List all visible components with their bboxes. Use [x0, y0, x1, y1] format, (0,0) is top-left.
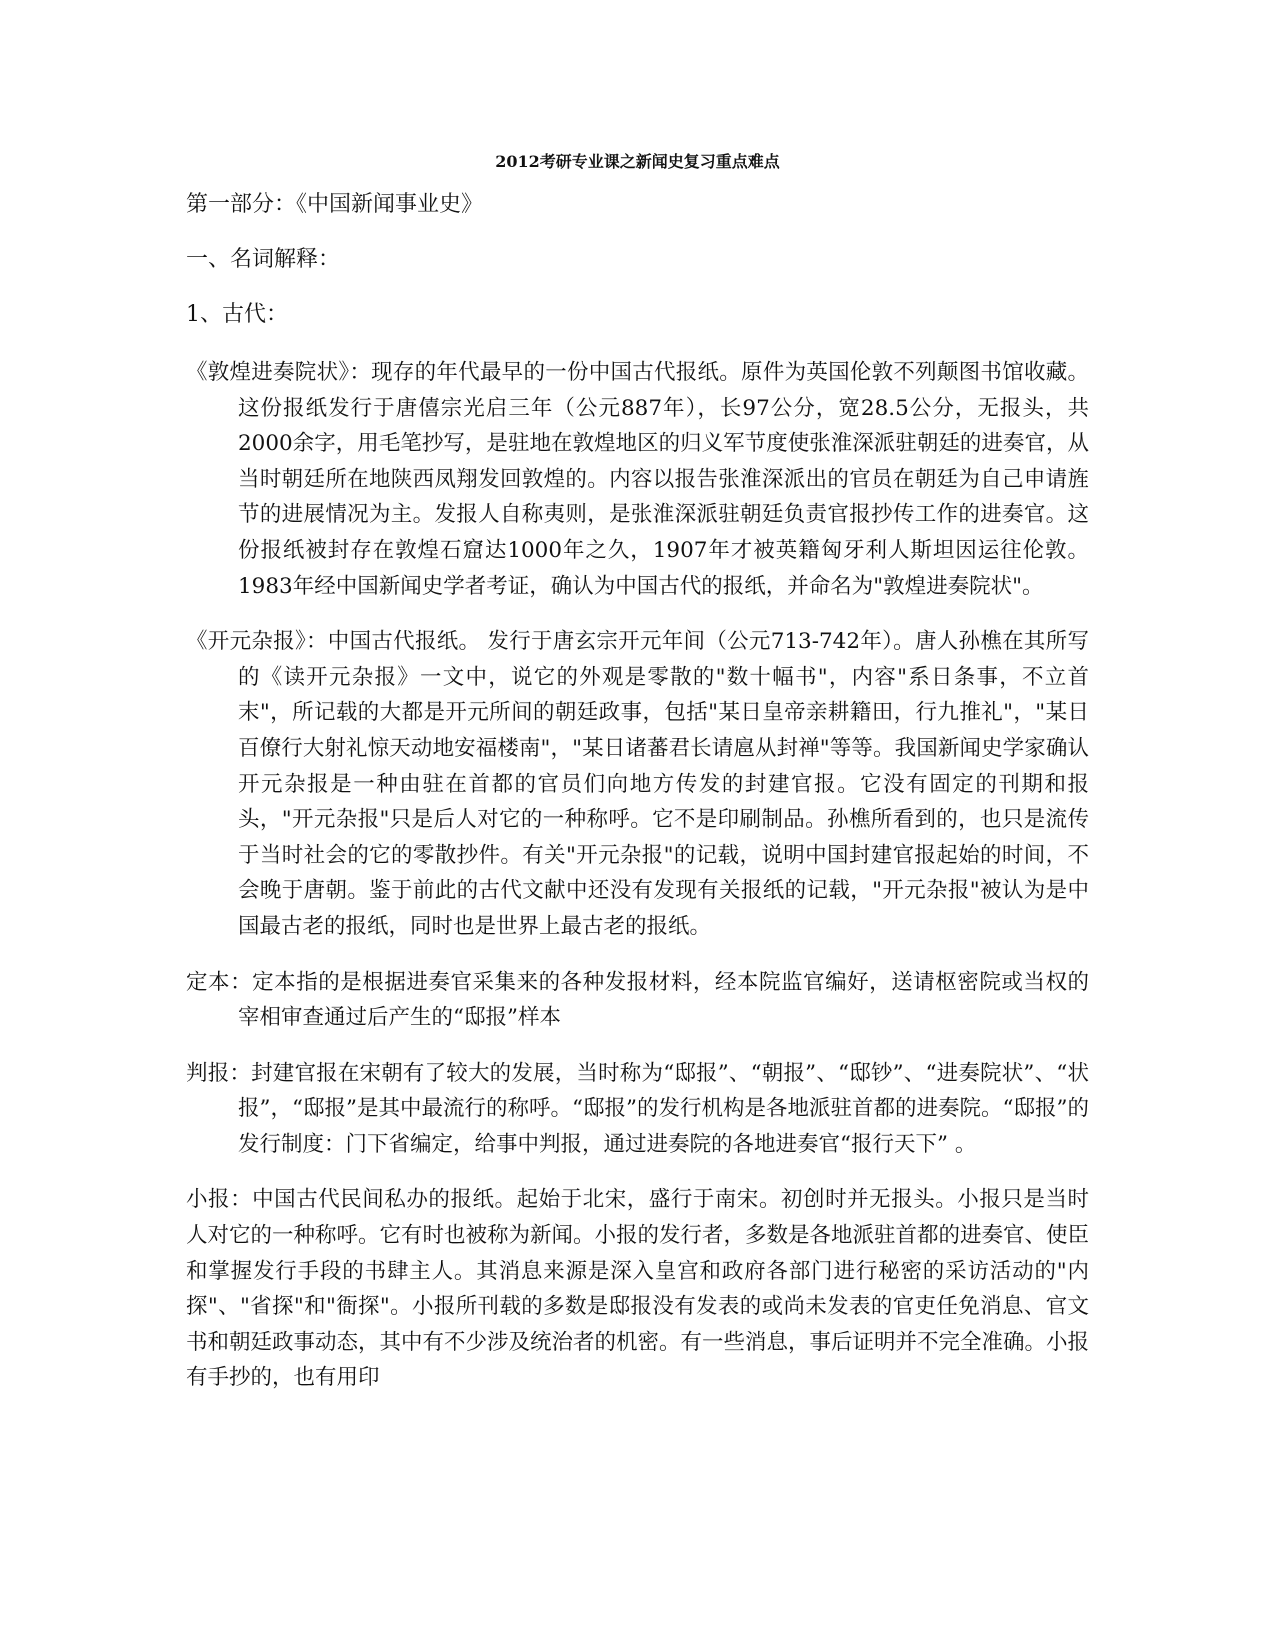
- entry-term: 定本：: [186, 969, 253, 995]
- entry-xiaobao: [186, 1182, 1089, 1396]
- document-title: 2012考研专业课之新闻史复习重点难点: [495, 152, 780, 171]
- entry-text: 封建官报在宋朝有了较大的发展，当时称为“邸报”、“朝报”、“邸钞”、“进奏院状”、“状报”，“邸报”是其中最流行的称呼。“邸报”的发行机构是各地派驻首都的进奏院。“邸报”的发行制度：门下省编定，给事中判报，通过进奏院的各地进奏官“报行天下” 。: [238, 1060, 1089, 1157]
- entry-dunhuang: [186, 355, 1089, 604]
- entry-dingben: [186, 965, 1089, 1036]
- entry-text: 中国古代报纸。 发行于唐玄宗开元年间（公元713-742年）。唐人孙樵在其所写的《读开元杂报》一文中，说它的外观是零散的"数十幅书"，内容"系日条事，不立首末"，所记载的大都是开元所间的朝廷政事，包括"某日皇帝亲耕籍田，行九推礼"，"某日百僚行大射礼惊天动地安福楼南"，"某日诸蕃君长请扈从封禅"等等。我国新闻史学家确认开元杂报是一种由驻在首都的官员们向地方传发的封建官报。它没有固定的刊期和报头，"开元杂报"只是后人对它的一种称呼。它不是印刷制品。孙樵所看到的，也只是流传于当时社会的它的零散抄件。有关"开元杂报"的记载，说明中国封建官报起始的时间，不会晚于唐朝。鉴于前此的古代文献中还没有发现有关报纸的记载，"开元杂报"被认为是中国最古老的报纸，同时也是世界上最古老的报纸。: [238, 629, 1089, 939]
- entry-term: 判报：: [186, 1060, 252, 1086]
- entry-text: 中国古代民间私办的报纸。起始于北宋，盛行于南宋。初创时并无报头。小报只是当时人对它的一种称呼。它有时也被称为新闻。小报的发行者，多数是各地派驻首都的进奏官、使臣和掌握发行手段的书肆主人。其消息来源是深入皇宫和政府各部门进行秘密的采访活动的"内探"、"省探"和"衙探"。小报所刊载的多数是邸报没有发表的或尚未发表的官吏任免消息、官文书和朝廷政事动态，其中有不少涉及统治者的机密。有一些消息，事后证明并不完全准确。小报有手抄的，也有用印: [186, 1187, 1090, 1391]
- section-heading: 一、名词解释：: [186, 247, 341, 272]
- subsection-heading: 1、古代：: [186, 302, 288, 327]
- entry-term: 《敦煌进奏院状》：: [186, 360, 372, 385]
- entry-text: 定本指的是根据进奏官采集来的各种发报材料，经本院监官编好，送请枢密院或当权的宰相审查通过后产生的“邸报”样本: [238, 969, 1089, 1031]
- part-heading: 第一部分：《中国新闻事业史》: [186, 192, 484, 217]
- document-body: [186, 190, 1089, 1416]
- entry-panbao: [186, 1056, 1089, 1163]
- entry-term: 《开元杂报》：: [186, 629, 328, 655]
- entry-kaiyuan: [186, 624, 1089, 944]
- entry-term: 小报：: [186, 1187, 253, 1213]
- entry-text: 现存的年代最早的一份中国古代报纸。原件为英国伦敦不列颠图书馆收藏。这份报纸发行于唐僖宗光启三年（公元887年），长97公分，宽28.5公分，无报头，共2000余字，用毛笔抄写，是驻地在敦煌地区的归义军节度使张淮深派驻朝廷的进奏官，从当时朝廷所在地陕西凤翔发回敦煌的。内容以报告张淮深派出的官员在朝廷为自己申请旌节的进展情况为主。发报人自称夷则，是张淮深派驻朝廷负责官报抄传工作的进奏官。这份报纸被封存在敦煌石窟达1000年之久，1907年才被英籍匈牙利人斯坦因运往伦敦。1983年经中国新闻史学者考证，确认为中国古代的报纸，并命名为"敦煌进奏院状"。: [238, 360, 1089, 599]
